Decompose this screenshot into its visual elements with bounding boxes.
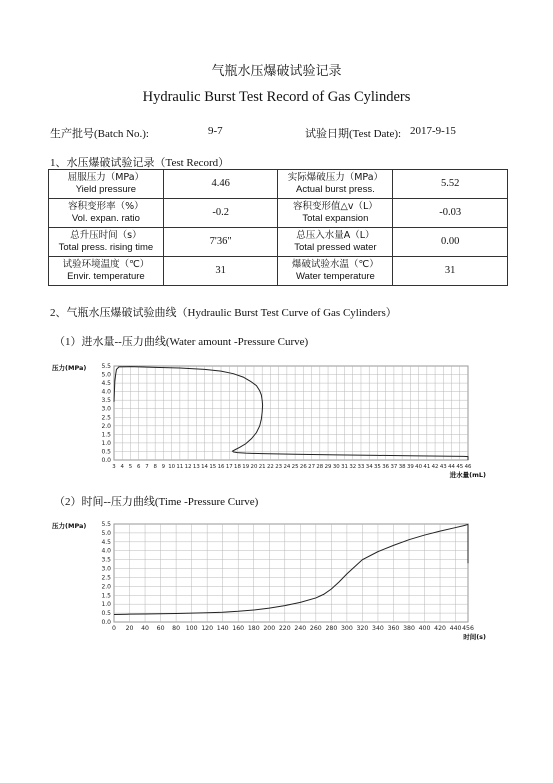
table-row xyxy=(49,228,508,257)
x-tick-label: 35 xyxy=(374,464,381,470)
label-en: Yield pressure xyxy=(75,184,137,195)
x-tick-label: 400 xyxy=(418,625,431,632)
y-tick-label: 4.5 xyxy=(101,380,111,388)
y-tick-label: 4.5 xyxy=(101,538,111,546)
y-tick-label: 3.0 xyxy=(101,405,111,413)
test-date-value: 2017-9-15 xyxy=(410,125,456,137)
table-cell-label xyxy=(278,170,393,199)
x-tick-label: 39 xyxy=(406,464,414,470)
x-tick-label: 4 xyxy=(120,464,124,470)
plot-area xyxy=(114,366,468,460)
x-tick-label: 380 xyxy=(403,625,415,632)
y-tick-label: 0.0 xyxy=(101,619,111,626)
subtitle-time-pressure-curve: （2）时间--压力曲线(Time -Pressure Curve) xyxy=(54,496,259,508)
x-tick-label: 19 xyxy=(242,464,250,470)
x-tick-label: 140 xyxy=(216,625,229,632)
x-tick-label: 20 xyxy=(125,625,134,632)
x-tick-label: 3 xyxy=(112,464,116,470)
table-cell-label xyxy=(49,170,164,199)
section-test-record-heading: 1、水压爆破试验记录（Test Record） xyxy=(50,157,230,169)
x-tick-label: 36 xyxy=(382,464,390,470)
y-tick-label: 3.5 xyxy=(101,397,111,405)
y-tick-label: 0.5 xyxy=(101,448,111,456)
x-tick-label: 16 xyxy=(217,464,225,470)
label-en: Vol. expan. ratio xyxy=(71,213,140,224)
x-tick-label: 11 xyxy=(176,464,184,470)
x-tick-label: 12 xyxy=(184,464,192,470)
x-tick-label: 160 xyxy=(232,625,245,632)
y-tick-label: 3.5 xyxy=(101,556,111,564)
y-tick-label: 1.0 xyxy=(101,601,111,609)
x-tick-label: 8 xyxy=(153,464,157,470)
x-tick-label: 280 xyxy=(325,625,338,632)
y-tick-label: 2.5 xyxy=(101,574,111,582)
batch-label: 生产批号(Batch No.): xyxy=(50,128,149,140)
y-tick-label: 2.5 xyxy=(101,414,111,422)
x-tick-label: 420 xyxy=(434,625,446,632)
x-tick-label: 120 xyxy=(201,625,214,632)
x-tick-label: 60 xyxy=(156,625,165,632)
x-tick-label: 34 xyxy=(365,464,373,470)
table-row xyxy=(49,257,508,286)
table-row xyxy=(49,199,508,228)
table-cell-label xyxy=(278,257,393,286)
x-tick-label: 23 xyxy=(275,464,283,470)
subtitle-water-pressure-curve: （1）进水量--压力曲线(Water amount -Pressure Curve) xyxy=(54,336,309,348)
x-tick-label: 10 xyxy=(168,464,176,470)
x-axis-label: 进水量(mL) xyxy=(449,471,486,479)
x-tick-label: 180 xyxy=(247,625,260,632)
label-en: Actual burst press. xyxy=(296,184,375,195)
x-tick-label: 80 xyxy=(172,625,181,632)
label-cn: 爆破试验水温（℃） xyxy=(292,258,379,270)
section-test-curve-heading: 2、气瓶水压爆破试验曲线（Hydraulic Burst Test Curve of Gas Cylinders） xyxy=(50,307,397,319)
table-cell-label xyxy=(49,199,164,228)
x-tick-label: 18 xyxy=(234,464,241,470)
label-en: Water temperature xyxy=(295,271,375,282)
water-pressure-chart xyxy=(0,350,553,490)
y-tick-label: 1.0 xyxy=(101,439,111,447)
y-tick-label: 4.0 xyxy=(101,547,111,555)
label-cn: 实际爆破压力（MPa） xyxy=(287,171,384,183)
x-tick-label: 15 xyxy=(209,464,217,470)
page-title-cn: 气瓶水压爆破试验记录 xyxy=(211,64,342,79)
x-tick-label: 0 xyxy=(112,625,116,632)
label-en: Total pressed water xyxy=(294,242,377,253)
x-tick-label: 260 xyxy=(309,625,322,632)
y-tick-label: 4.0 xyxy=(101,388,111,396)
y-tick-label: 2.0 xyxy=(101,422,111,430)
y-tick-label: 5.5 xyxy=(101,363,111,370)
x-tick-label: 14 xyxy=(201,464,208,470)
x-tick-label: 9 xyxy=(161,464,166,470)
batch-value: 9-7 xyxy=(208,125,223,137)
x-tick-label: 21 xyxy=(258,464,266,470)
plot-area xyxy=(114,524,468,622)
x-tick-label: 28 xyxy=(316,464,324,470)
x-tick-label: 456 xyxy=(462,625,474,632)
x-tick-label: 33 xyxy=(357,464,365,470)
x-tick-label: 200 xyxy=(263,625,276,632)
y-tick-label: 1.5 xyxy=(101,592,111,600)
table-cell-label xyxy=(49,228,164,257)
label-en: Envir. temperature xyxy=(67,271,145,282)
test-date-label: 试验日期(Test Date): xyxy=(305,128,402,140)
y-tick-label: 1.5 xyxy=(101,431,111,439)
label-en: Total expansion xyxy=(302,213,369,224)
label-cn: 屈服压力（MPa） xyxy=(67,171,145,183)
x-tick-label: 220 xyxy=(278,625,291,632)
x-tick-label: 37 xyxy=(390,464,398,470)
x-tick-label: 100 xyxy=(185,625,198,632)
label-en: Total press. rising time xyxy=(58,242,154,253)
x-tick-label: 32 xyxy=(349,464,357,470)
x-tick-label: 320 xyxy=(356,625,369,632)
x-tick-label: 20 xyxy=(250,464,258,470)
table-row xyxy=(49,170,508,199)
test-record-table xyxy=(48,169,508,286)
label-cn: 试验环境温度（℃） xyxy=(62,258,150,270)
time-pressure-chart xyxy=(0,512,553,652)
x-tick-label: 360 xyxy=(387,625,400,632)
x-tick-label: 31 xyxy=(341,464,348,470)
x-tick-label: 25 xyxy=(291,464,299,470)
x-axis-label: 时间(s) xyxy=(463,633,486,641)
table-cell-value: 31 xyxy=(393,257,508,286)
label-cn: 总升压时间（s） xyxy=(70,229,142,241)
x-tick-label: 24 xyxy=(283,464,291,470)
x-tick-label: 27 xyxy=(308,464,316,470)
x-tick-label: 340 xyxy=(372,625,384,632)
x-tick-label: 40 xyxy=(141,625,149,632)
table-cell-value: 31 xyxy=(163,257,278,286)
y-tick-label: 3.0 xyxy=(101,565,111,573)
x-tick-label: 6 xyxy=(136,464,141,470)
x-tick-label: 440 xyxy=(449,625,462,632)
x-tick-label: 44 xyxy=(448,464,455,470)
y-tick-label: 0.0 xyxy=(101,457,111,464)
y-axis-label: 压力(MPa) xyxy=(52,364,87,372)
page-title-en: Hydraulic Burst Test Record of Gas Cylinders xyxy=(142,89,411,105)
x-tick-label: 46 xyxy=(464,464,472,470)
x-tick-label: 240 xyxy=(294,625,307,632)
y-tick-label: 5.5 xyxy=(101,521,111,528)
x-tick-label: 300 xyxy=(340,625,353,632)
y-tick-label: 2.0 xyxy=(101,583,111,591)
x-tick-label: 5 xyxy=(128,464,133,470)
table-cell-value: -0.2 xyxy=(163,199,278,228)
x-tick-label: 30 xyxy=(332,464,340,470)
x-tick-label: 7 xyxy=(145,464,149,470)
x-tick-label: 22 xyxy=(266,464,274,470)
x-tick-label: 40 xyxy=(415,464,423,470)
table-cell-value: 0.00 xyxy=(393,228,508,257)
x-tick-label: 17 xyxy=(225,464,233,470)
table-cell-label xyxy=(278,228,393,257)
x-tick-label: 13 xyxy=(192,464,200,470)
x-tick-label: 26 xyxy=(299,464,307,470)
y-tick-label: 0.5 xyxy=(101,610,111,618)
table-cell-label xyxy=(278,199,393,228)
table-cell-value: 4.46 xyxy=(163,170,278,199)
y-tick-label: 5.0 xyxy=(101,529,111,537)
table-cell-value: 5.52 xyxy=(393,170,508,199)
table-cell-value: 7'36" xyxy=(163,228,278,257)
x-tick-label: 43 xyxy=(439,464,447,470)
y-axis-label: 压力(MPa) xyxy=(52,522,87,530)
y-tick-label: 5.0 xyxy=(101,371,111,379)
x-tick-label: 29 xyxy=(324,464,332,470)
label-cn: 容积变形率（%） xyxy=(68,200,144,212)
table-cell-value: -0.03 xyxy=(393,199,508,228)
x-tick-label: 41 xyxy=(423,464,431,470)
table-cell-label xyxy=(49,257,164,286)
label-cn: 容积变形值△v（L） xyxy=(293,200,378,212)
x-tick-label: 38 xyxy=(398,464,406,470)
x-tick-label: 42 xyxy=(431,464,439,470)
label-cn: 总压入水量A（L） xyxy=(296,229,375,241)
x-tick-label: 45 xyxy=(456,464,464,470)
